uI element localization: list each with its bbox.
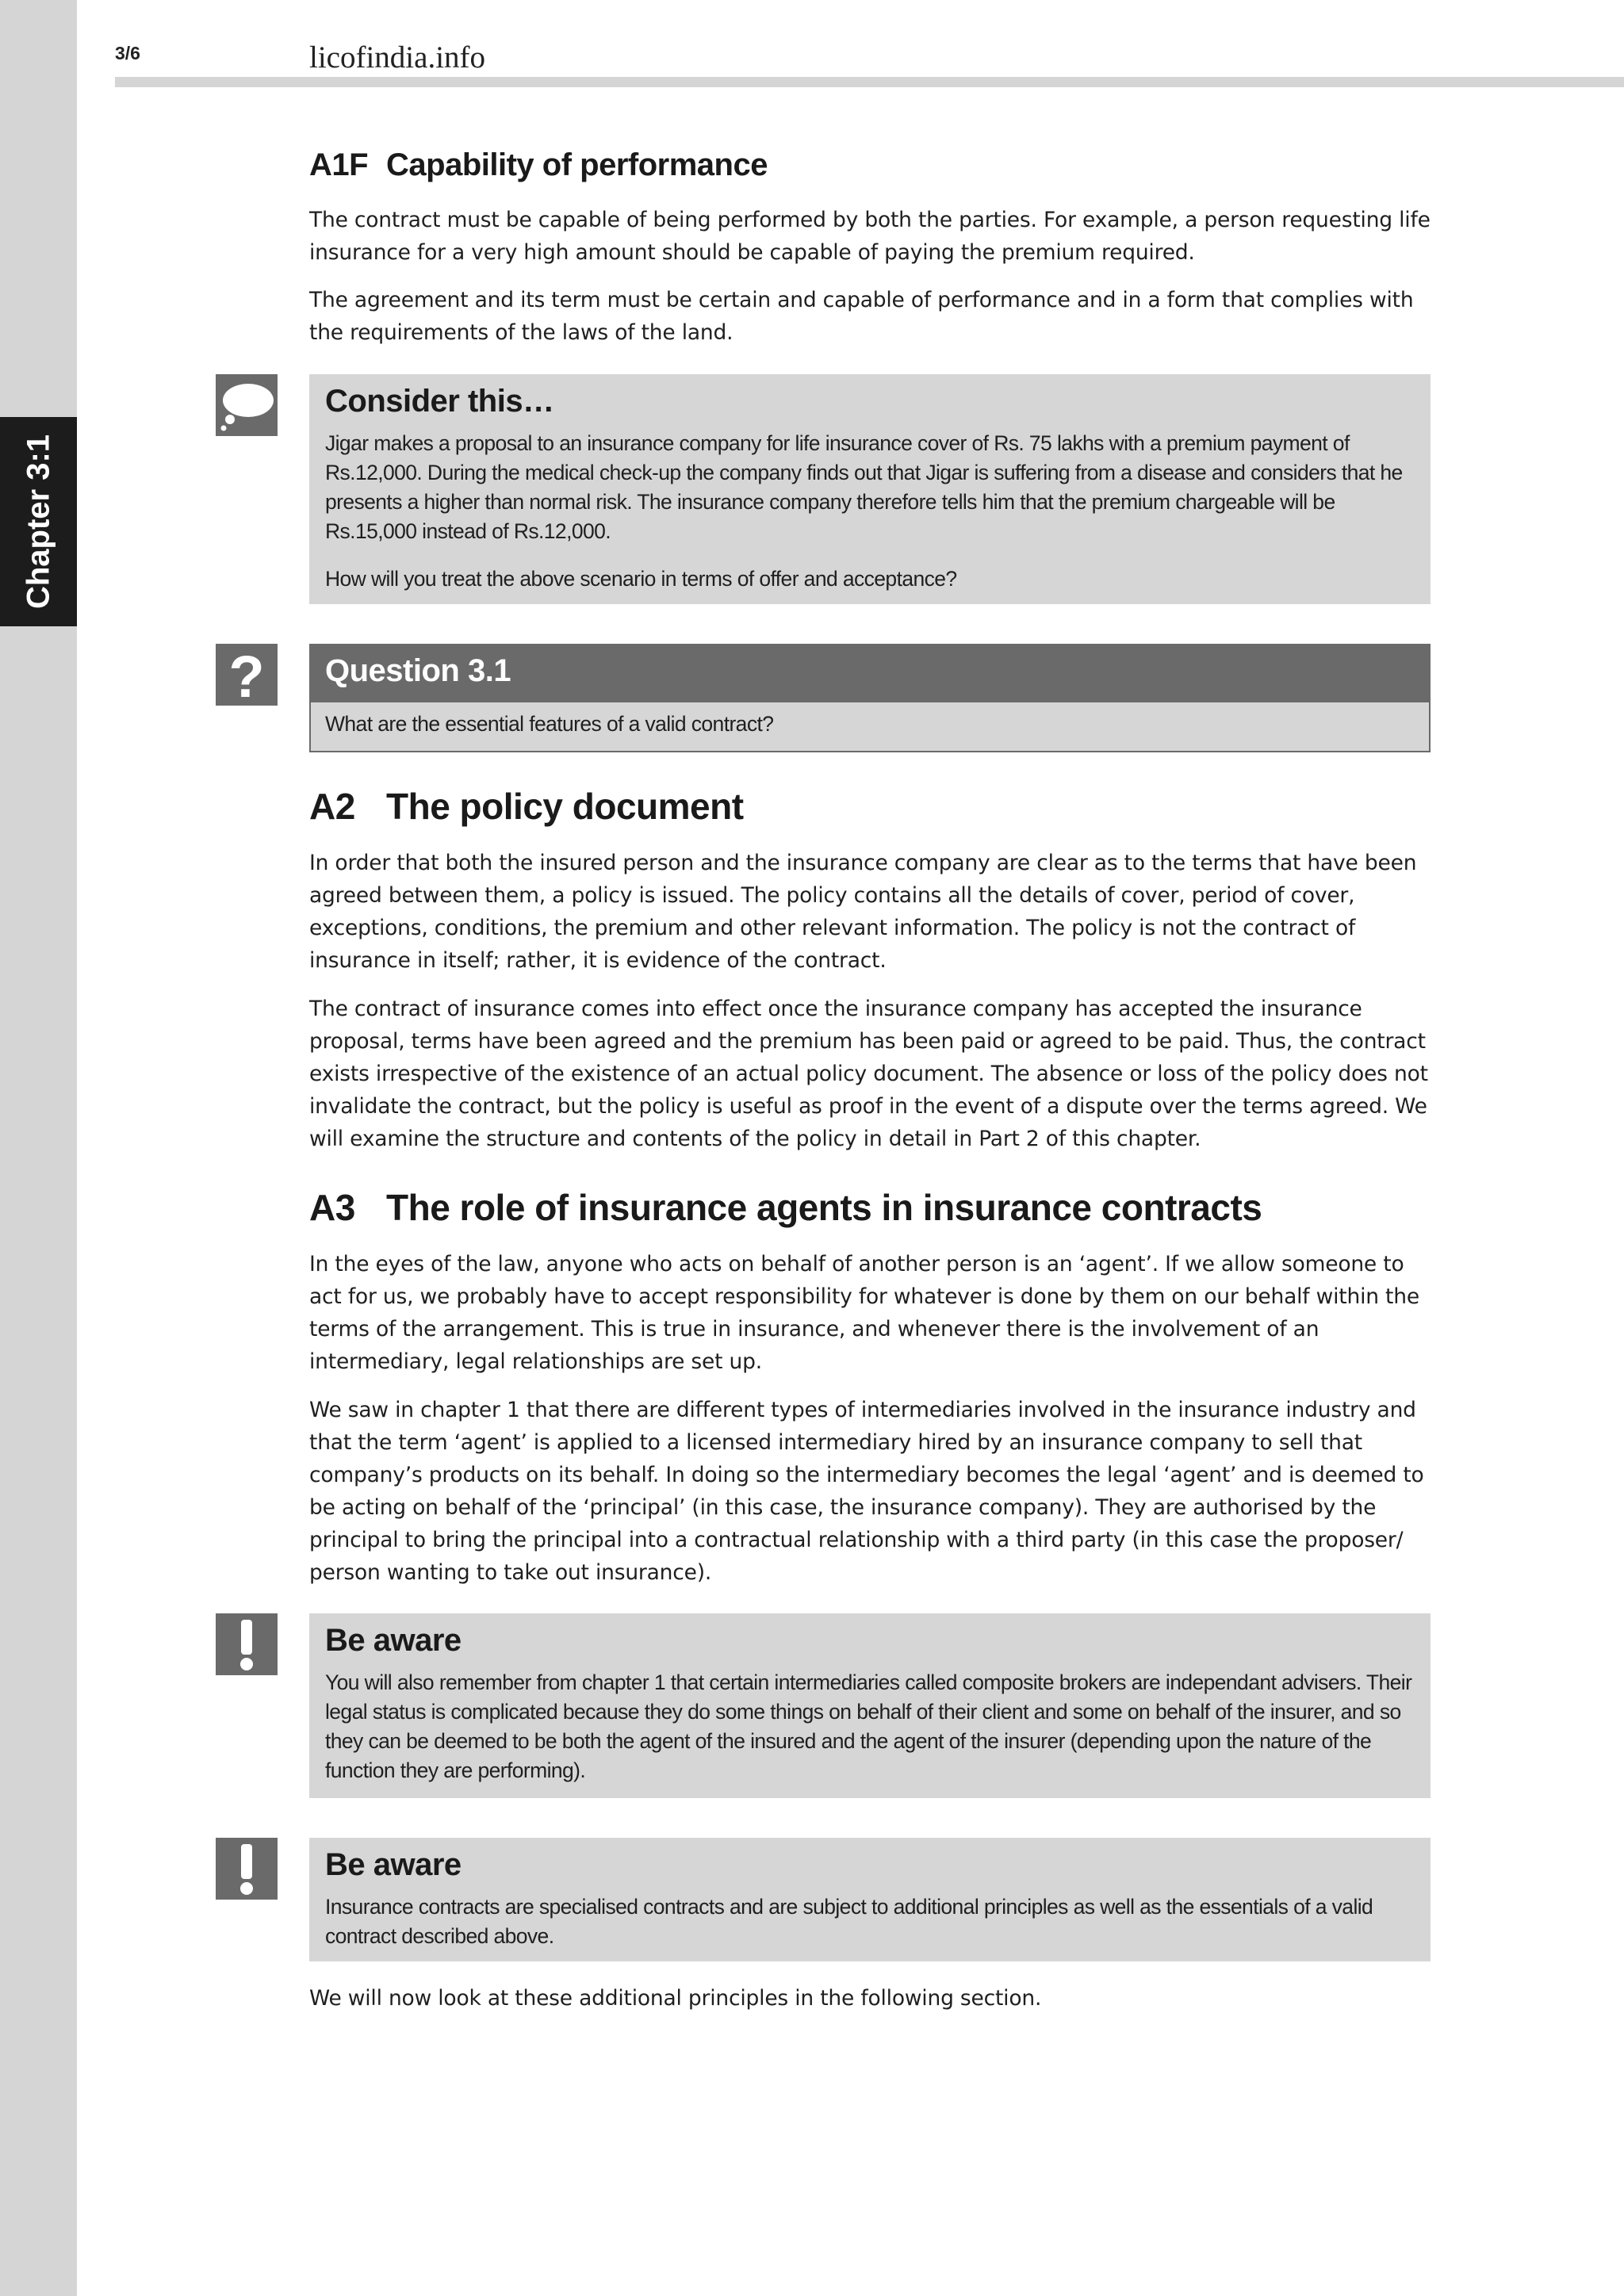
left-margin-strip bbox=[0, 0, 77, 2296]
box-question: How will you treat the above scenario in terms of offer and acceptance? bbox=[325, 567, 957, 591]
paragraph: The contract of insurance comes into effect once the insurance company has accepted the insurance proposal, terms have been agreed and the premium has been paid or agreed to be paid. Thus, the contract exists irrespective of the existence of an actual policy document. The absence or loss of the policy does not invalidate the contract, but the policy is useful as proof in the event of a dispute over the terms agreed. We will examine the structure and contents of the policy in detail in Part 2 of this chapter. bbox=[309, 997, 1428, 1151]
page-number: 3/6 bbox=[115, 43, 140, 63]
question-box-body bbox=[309, 702, 1431, 752]
chapter-tab-label: Chapter 3:1 bbox=[21, 434, 56, 610]
paragraph: We saw in chapter 1 that there are different types of intermediaries involved in the insurance industry and that the term ‘agent’ is applied to a licensed intermediary hired by an insurance company to sell that company’s products on its behalf. In doing so the intermediary becomes the legal ‘agent’ and is deemed to be acting on behalf of the ‘principal’ (in this case, the insurance company). They are authorised by the principal to bring the principal into a contractual relationship with a third party (in this case the proposer/ person wanting to take out insurance). bbox=[309, 1398, 1424, 1585]
section-title: Capability of performance bbox=[386, 147, 768, 182]
paragraph: In the eyes of the law, anyone who acts on behalf of another person is an ‘agent’. If we allow someone to act for us, we probably have to accept responsibility for whatever is done by them on our behalf within the terms of the arrangement. This is true in insurance, and whenever there is the involvement of an intermediary, legal relationships are set up. bbox=[309, 1252, 1419, 1374]
question-title: Question 3.1 bbox=[325, 653, 511, 688]
exclamation-icon bbox=[216, 1613, 278, 1675]
section-number: A1F bbox=[309, 147, 369, 182]
paragraph: The agreement and its term must be certain and capable of performance and in a form that complies with the requirements of the laws of the land. bbox=[309, 288, 1414, 345]
exclamation-icon bbox=[216, 1838, 278, 1900]
closing-paragraph: We will now look at these additional principles in the following section. bbox=[309, 1986, 1042, 2011]
question-box-header bbox=[309, 644, 1431, 702]
section-number: A3 bbox=[309, 1187, 355, 1228]
question-mark-icon bbox=[216, 644, 278, 706]
chapter-tab bbox=[0, 417, 77, 626]
paragraph: In order that both the insured person and the insurance company are clear as to the terms that have been agreed between them, a policy is issued. The policy contains all the details of cover, period of cover, exceptions, conditions, the premium and other relevant information. The policy is not the contract of insurance in itself; rather, it is evidence of the contract. bbox=[309, 851, 1417, 973]
be-aware-box bbox=[309, 1838, 1431, 1961]
box-title: Be aware bbox=[325, 1623, 462, 1658]
section-heading-a3 bbox=[309, 1186, 1262, 1229]
box-title: Be aware bbox=[325, 1847, 462, 1882]
section-title: The policy document bbox=[386, 786, 744, 827]
section-number: A2 bbox=[309, 786, 355, 827]
box-title: Consider this… bbox=[325, 384, 554, 419]
question-text: What are the essential features of a valid contract? bbox=[325, 712, 774, 736]
box-text: Jigar makes a proposal to an insurance company for life insurance cover of Rs. 75 lakhs with a premium payment of Rs.12,000. During the medical check-up the company finds out that Jigar is suffering from a disease and considers that he presents a higher than normal risk. The insurance company therefore tells him that the premium chargeable will be Rs.15,000 instead of Rs.12,000. bbox=[325, 431, 1403, 543]
box-text: Insurance contracts are specialised contracts and are subject to additional principles as well as the essentials of a valid contract described above. bbox=[325, 1895, 1373, 1948]
consider-this-box bbox=[309, 374, 1431, 604]
svg-text:?: ? bbox=[228, 644, 265, 706]
header-rule bbox=[115, 77, 1624, 87]
speech-bubble-icon bbox=[216, 374, 278, 436]
be-aware-box bbox=[309, 1613, 1431, 1798]
section-heading-a2 bbox=[309, 785, 744, 828]
paragraph: The contract must be capable of being performed by both the parties. For example, a person requesting life insurance for a very high amount should be capable of paying the premium required. bbox=[309, 208, 1431, 265]
site-name: licofindia.info bbox=[309, 40, 486, 75]
section-heading-a1f bbox=[309, 147, 768, 183]
box-text: You will also remember from chapter 1 that certain intermediaries called composite brokers are independant advisers. Their legal status is complicated because they do some things on behalf of their client and some on behalf of the insurer, and so they can be deemed to be both the agent of the insured and the agent of the insurer (depending upon the nature of the function they are performing). bbox=[325, 1670, 1412, 1782]
section-title: The role of insurance agents in insurance contracts bbox=[386, 1187, 1262, 1228]
